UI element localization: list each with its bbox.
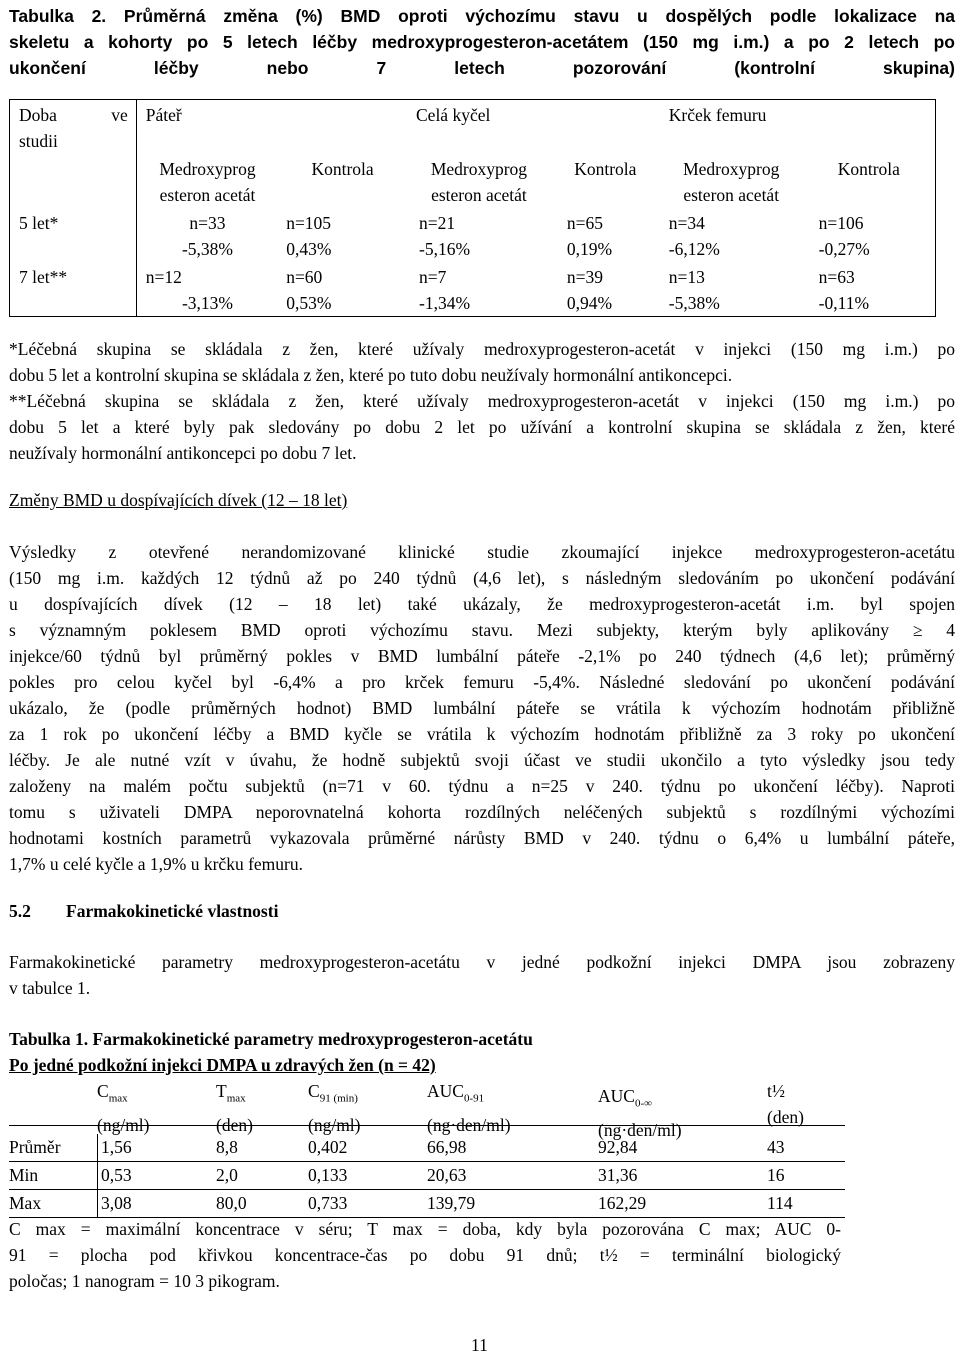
header-period xyxy=(10,100,137,155)
table-cell: 0,402 xyxy=(308,1137,348,1157)
table-row xyxy=(10,100,936,155)
pct-value: -0,27% xyxy=(818,239,870,259)
pct-value: 0,43% xyxy=(286,239,332,259)
table2-title xyxy=(9,3,955,81)
header-c91 xyxy=(308,1078,361,1138)
table-cell: 16 xyxy=(767,1165,785,1185)
n-value: n=33 xyxy=(189,213,226,233)
header-auc091 xyxy=(427,1078,511,1138)
table-row xyxy=(9,1190,845,1218)
legend-line: C max = maximální koncentrace v séru; T max = doba, kdy byla pozorována C max; AUC 0- xyxy=(9,1219,841,1239)
paragraph-line: injekce/60 týdnů byl průměrný pokles v BMD lumbální páteře -2,1% po 240 týdnech (4,6 let); průměrný xyxy=(9,646,955,666)
table-row xyxy=(9,1134,845,1162)
bmd-table xyxy=(9,99,936,317)
data-cell xyxy=(277,208,407,262)
header-text: Medroxyprog xyxy=(430,159,528,179)
paragraph-line: v tabulce 1. xyxy=(9,978,91,998)
paragraph-line: Výsledky z otevřené nerandomizované klinické studie zkoumající injekce medroxyprogesteron-acetátu xyxy=(9,542,955,562)
n-value: n=106 xyxy=(818,213,864,233)
header-main: AUC xyxy=(427,1081,464,1101)
table-cell: 0,733 xyxy=(308,1193,348,1213)
header-text: esteron acetát xyxy=(431,185,527,205)
table-cell: 80,0 xyxy=(216,1193,247,1213)
table-row xyxy=(10,262,936,317)
row-label: Max xyxy=(9,1193,42,1213)
section-heading-text: Změny BMD u dospívajících dívek (12 – 18 let) xyxy=(9,490,348,510)
row-label: 7 let** xyxy=(10,262,137,317)
n-value: n=34 xyxy=(668,213,705,233)
table-cell: 0,53 xyxy=(97,1162,132,1189)
data-cell xyxy=(136,262,277,317)
data-cell xyxy=(407,262,550,317)
table-cell: 92,84 xyxy=(598,1137,638,1157)
header-text: studii xyxy=(19,131,58,151)
header-text: Medroxyprog xyxy=(159,159,256,179)
table-cell: 2,0 xyxy=(216,1165,238,1185)
paragraph-line: u dospívajících dívek (12 – 18 let) také ukázaly, že medroxyprogesteron-acetát i.m. byl spojen xyxy=(9,594,955,614)
row-label: Min xyxy=(9,1165,39,1185)
section-number: 5.2 xyxy=(9,901,31,921)
header-cmax xyxy=(97,1078,150,1138)
n-value: n=7 xyxy=(419,267,447,287)
paragraph-line: ukázalo, že (podle průměrných hodnot) BMD lumbální páteře se vrátila k výchozím hodnotám přibližně xyxy=(9,698,955,718)
section-title: Farmakokinetické vlastnosti xyxy=(66,901,279,921)
section-heading-adolescent xyxy=(9,487,347,513)
pct-value: -0,11% xyxy=(818,293,870,313)
header-text: esteron acetát xyxy=(683,185,780,205)
table-cell: 43 xyxy=(767,1137,785,1157)
header-unit: (ng/ml) xyxy=(97,1114,150,1135)
header-sub: max xyxy=(108,1092,128,1105)
header-site-femoral-neck: Krček femuru xyxy=(660,100,936,155)
table2-title-line: ukončení léčby nebo 7 letech pozorování (kontrolní skupina) xyxy=(9,58,955,78)
paragraph-line: založeny na malém počtu subjektů (n=71 v 60. týdnu a n=25 v 240. týdnu po ukončení léčby). Naproti xyxy=(9,776,955,796)
header-main: C xyxy=(308,1081,320,1101)
header-unit: (ng·den/ml) xyxy=(598,1119,682,1140)
header-site-spine: Páteř xyxy=(136,100,407,155)
header-control: Kontrola xyxy=(574,159,637,179)
n-value: n=105 xyxy=(286,213,332,233)
data-cell xyxy=(550,262,660,317)
table-row xyxy=(10,154,936,208)
table2-title-line: skeletu a kohorty po 5 letech léčby medroxyprogesteron-acetátem (150 mg i.m.) a po 2 letech po xyxy=(9,32,955,52)
n-value: n=39 xyxy=(566,267,604,287)
header-sub: 0-∞ xyxy=(634,1097,652,1110)
table1-title: Tabulka 1. Farmakokinetické parametry medroxyprogesteron-acetátu xyxy=(9,1029,533,1049)
header-unit: (den) xyxy=(216,1114,253,1135)
header-sub: max xyxy=(226,1092,246,1105)
table-cell: 162,29 xyxy=(598,1193,647,1213)
pct-value: 0,53% xyxy=(286,293,332,313)
n-value: n=12 xyxy=(145,267,182,287)
table-cell: 20,63 xyxy=(427,1165,467,1185)
n-value: n=60 xyxy=(286,267,323,287)
header-thalf xyxy=(767,1078,804,1130)
paragraph-line: léčby. Je ale nutné vzít v úvahu, že hodně subjektů svoji účast ve studii ukončilo a tyto výsledky jsou tedy xyxy=(9,750,955,770)
pct-value: -1,34% xyxy=(419,293,471,313)
data-cell xyxy=(802,208,936,262)
table-cell: 114 xyxy=(767,1193,793,1213)
data-cell xyxy=(660,262,802,317)
table-cell: 1,56 xyxy=(97,1134,132,1161)
paragraph-line: (150 mg i.m. každých 12 týdnů až po 240 týdnů (4,6 let), s následným sledováním po ukončení podávání xyxy=(9,568,955,588)
header-mpa xyxy=(660,154,802,208)
pct-value: 0,94% xyxy=(566,293,613,313)
table-row xyxy=(10,208,936,262)
header-unit: (ng·den/ml) xyxy=(427,1114,511,1135)
pct-value: -5,38% xyxy=(181,239,233,259)
pct-value: -5,16% xyxy=(419,239,471,259)
header-mpa xyxy=(407,154,550,208)
legend-line: poločas; 1 nanogram = 10 3 pikogram. xyxy=(9,1271,280,1291)
pct-value: -6,12% xyxy=(668,239,720,259)
header-text: esteron acetát xyxy=(159,185,256,205)
n-value: n=65 xyxy=(566,213,604,233)
pct-value: 0,19% xyxy=(566,239,613,259)
header-site-hip: Celá kyčel xyxy=(407,100,660,155)
paragraph-line: tomu s uživateli DMPA neporovnatelná kohorta rozdílných neléčených subjektů s rozdílnými výchozími xyxy=(9,802,955,822)
header-main: C xyxy=(97,1081,109,1101)
table2-title-line: Tabulka 2. Průměrná změna (%) BMD oproti výchozímu stavu u dospělých podle lokalizace na xyxy=(9,6,955,26)
header-unit: (ng/ml) xyxy=(308,1114,361,1135)
legend-line: 91 = plocha pod křivkou koncentrace-čas po dobu 91 dnů; t½ = terminální biologický xyxy=(9,1245,841,1265)
n-value: n=13 xyxy=(668,267,705,287)
row-label: Průměr xyxy=(9,1137,61,1157)
section-heading-pk xyxy=(9,898,279,924)
table1-subtitle-text: Po jedné podkožní injekci DMPA u zdravých žen (n = 42) xyxy=(9,1055,436,1075)
table-cell: 0,133 xyxy=(308,1165,348,1185)
data-cell xyxy=(802,262,936,317)
row-label: 5 let* xyxy=(10,208,137,262)
table2-footnotes xyxy=(9,336,955,466)
header-mpa xyxy=(136,154,277,208)
table-cell: 139,79 xyxy=(427,1193,476,1213)
footnote-line: dobu 5 let a kontrolní skupina se skládala z žen, které po tuto dobu neužívaly hormonální antikoncepci. xyxy=(9,365,733,385)
header-text: Doba xyxy=(19,105,57,125)
paragraph-line: pokles pro celou kyčel byl -6,4% a pro krček femuru -5,4%. Následné sledování po ukončení podávání xyxy=(9,672,955,692)
table1-body xyxy=(9,1134,845,1218)
table-cell: 66,98 xyxy=(427,1137,467,1157)
header-text: Medroxyprog xyxy=(683,159,780,179)
header-unit: (den) xyxy=(767,1107,804,1127)
pk-paragraph xyxy=(9,949,955,1001)
header-tmax xyxy=(216,1078,253,1138)
header-main: AUC xyxy=(598,1086,635,1106)
page-number: 11 xyxy=(471,1335,488,1355)
paragraph-line: 1,7% u celé kyčle a 1,9% u krčku femuru. xyxy=(9,854,303,874)
header-sub: 0-91 xyxy=(463,1092,485,1105)
header-main: t½ xyxy=(767,1081,785,1101)
data-cell xyxy=(136,208,277,262)
table1-legend xyxy=(9,1216,841,1294)
footnote-line: *Léčebná skupina se skládala z žen, které užívaly medroxyprogesteron-acetát v injekci (150 mg i.m.) po xyxy=(9,339,955,359)
table-row xyxy=(9,1162,845,1190)
data-cell xyxy=(277,262,407,317)
pct-value: -3,13% xyxy=(181,293,233,313)
header-sub: 91 (min) xyxy=(319,1092,358,1105)
data-cell xyxy=(407,208,550,262)
n-value: n=63 xyxy=(818,267,855,287)
paragraph-line: s významným poklesem BMD oproti výchozímu stavu. Mezi subjekty, kterým byly aplikovány ≥ 4 xyxy=(9,620,955,640)
footnote-line: dobu 5 let a které byly pak sledovány po dobu 2 let po užívání a kontrolní skupina se skládala z žen, které xyxy=(9,417,955,437)
header-text: ve xyxy=(111,105,128,125)
adolescent-paragraph xyxy=(9,539,955,877)
header-control: Kontrola xyxy=(311,159,374,179)
table-cell: 3,08 xyxy=(97,1190,132,1217)
empty-cell xyxy=(10,154,137,208)
n-value: n=21 xyxy=(419,213,456,233)
footnote-line: **Léčebná skupina se skládala z žen, které užívaly medroxyprogesteron-acetát v injekci (150 mg i.m.) po xyxy=(9,391,955,411)
header-control: Kontrola xyxy=(802,154,936,208)
footnote-line: neužívaly hormonální antikoncepci po dobu 7 let. xyxy=(9,443,357,463)
table-cell: 8,8 xyxy=(216,1137,238,1157)
data-cell xyxy=(550,208,660,262)
data-cell xyxy=(660,208,802,262)
table-cell: 31,36 xyxy=(598,1165,638,1185)
paragraph-line: za 1 rok po ukončení léčby a BMD kyčle se vrátila k výchozím hodnotám přibližně za 3 roky po ukončení xyxy=(9,724,955,744)
paragraph-line: Farmakokinetické parametry medroxyprogesteron-acetátu v jedné podkožní injekci DMPA jsou zobrazeny xyxy=(9,952,955,972)
pct-value: -5,38% xyxy=(668,293,720,313)
paragraph-line: hodnotami kostních parametrů vykazovala průměrné nárůsty BMD v 240. týdnu o 6,4% u lumbální páteře, xyxy=(9,828,955,848)
header-main: T xyxy=(216,1081,227,1101)
table1-header xyxy=(9,1075,845,1140)
